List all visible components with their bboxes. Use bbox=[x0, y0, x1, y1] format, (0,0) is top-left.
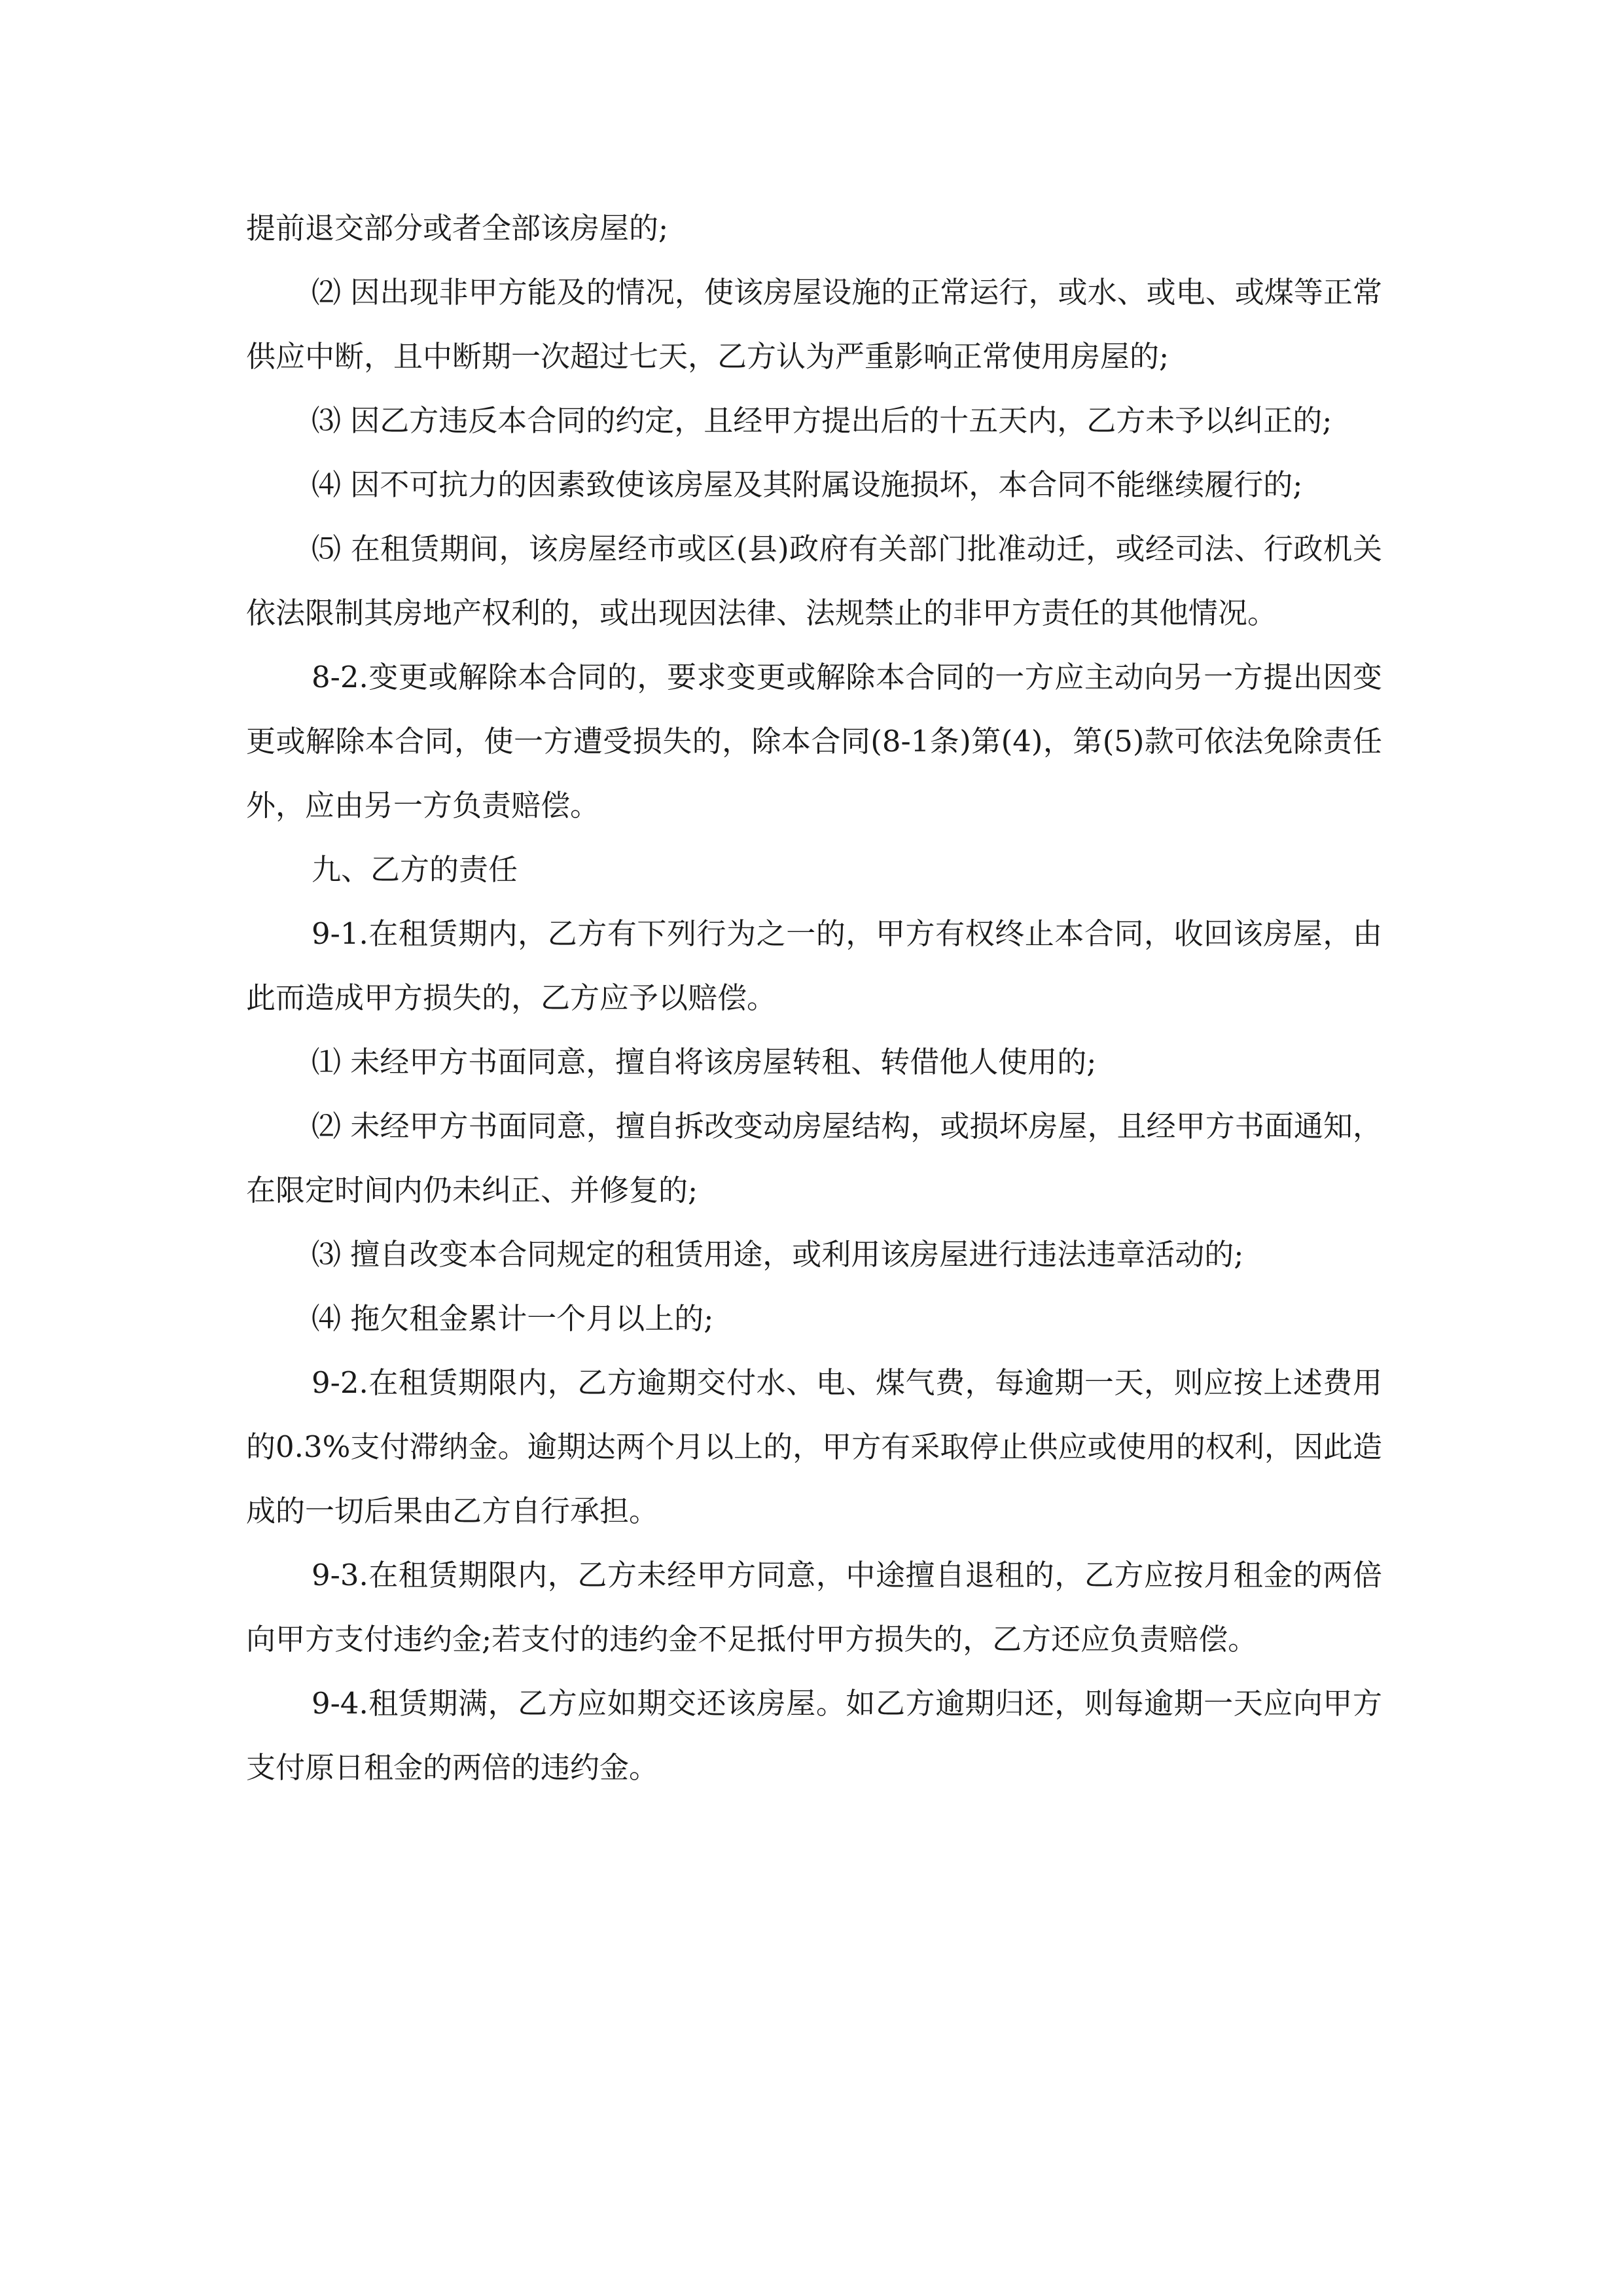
paragraph: 9-2.在租赁期限内，乙方逾期交付水、电、煤气费，每逾期一天，则应按上述费用 的0.3%支付滞纳金。逾期达两个月以上的，甲方有采取停止供应或使用的权利，因此造成的一切后果由乙方自行承担。 bbox=[246, 1365, 1392, 1528]
paragraph: ⑴ 未经甲方书面同意，擅自将该房屋转租、转借他人使用的; bbox=[312, 1045, 1097, 1079]
paragraph: 9-3.在租赁期限内，乙方未经甲方同意，中途擅自退租的，乙方应按月租金的两倍 向甲方支付违约金;若支付的违约金不足抵付甲方损失的，乙方还应负责赔偿。 bbox=[246, 1558, 1392, 1657]
paragraph: ⑸ 在租赁期间，该房屋经市或区(县)政府有关部门批准动迁，或经司法、行政机关依法限制其房地产权利的，或出现因法律、法规禁止的非甲方责任的其他情况。 bbox=[246, 531, 1382, 630]
paragraph: ⑶ 擅自改变本合同规定的租赁用途，或利用该房屋进行违法违章活动的; bbox=[312, 1237, 1244, 1272]
paragraph: 提前退交部分或者全部该房屋的; bbox=[246, 211, 669, 245]
document-body bbox=[246, 196, 1401, 1800]
paragraph: ⑷ 因不可抗力的因素致使该房屋及其附属设施损坏，本合同不能继续履行的; bbox=[312, 467, 1303, 502]
paragraph: ⑷ 拖欠租金累计一个月以上的; bbox=[312, 1301, 714, 1336]
paragraph: ⑵ 因出现非甲方能及的情况，使该房屋设施的正常运行，或水、或电、或煤等正常供应中断，且中断期一次超过七天，乙方认为严重影响正常使用房屋的; bbox=[246, 275, 1382, 374]
paragraph: 9-4.租赁期满，乙方应如期交还该房屋。如乙方逾期归还，则每逾期一天应向甲方 支付原日租金的两倍的违约金。 bbox=[246, 1686, 1392, 1785]
paragraph: 8-2.变更或解除本合同的，要求变更或解除本合同的一方应主动向另一方提出因变 更或解除本合同，使一方遭受损失的，除本合同(8-1条)第(4)，第(5)款可依法免除责任外，应由另一方负责赔偿。 bbox=[246, 660, 1392, 823]
paragraph: 9-1.在租赁期内，乙方有下列行为之一的，甲方有权终止本合同，收回该房屋，由此而造成甲方损失的，乙方应予以赔偿。 bbox=[246, 916, 1382, 1015]
paragraph: ⑵ 未经甲方书面同意，擅自拆改变动房屋结构，或损坏房屋，且经甲方书面通知， 在限定时间内仍未纠正、并修复的; bbox=[246, 1109, 1401, 1208]
paragraph: ⑶ 因乙方违反本合同的约定，且经甲方提出后的十五天内，乙方未予以纠正的; bbox=[312, 403, 1332, 438]
paragraph: 九、乙方的责任 bbox=[312, 852, 518, 887]
